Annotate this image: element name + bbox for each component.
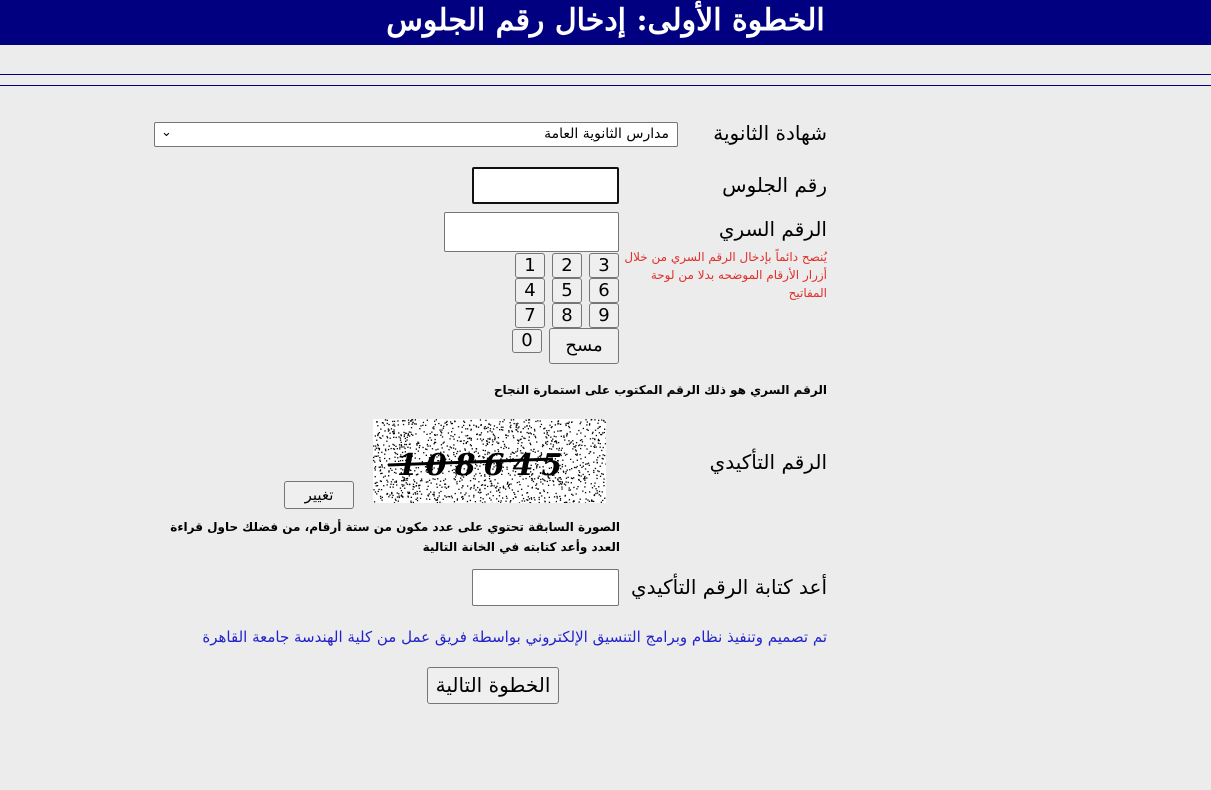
keypad-6-button[interactable]: 6 bbox=[589, 278, 619, 303]
next-step-button[interactable]: الخطوة التالية bbox=[427, 667, 559, 704]
keypad-2-button[interactable]: 2 bbox=[552, 253, 582, 278]
captcha-image bbox=[373, 419, 606, 503]
keypad-0-button[interactable]: 0 bbox=[512, 329, 542, 353]
captcha-repeat-input[interactable] bbox=[472, 569, 619, 606]
divider-top bbox=[0, 74, 1211, 75]
keypad-4-button[interactable]: 4 bbox=[515, 278, 545, 303]
credit-text: تم تصميم وتنفيذ نظام وبرامج التنسيق الإلكتروني بواسطة فريق عمل من كلية الهندسة جامعة القاهرة bbox=[202, 628, 827, 646]
keypad-5-button[interactable]: 5 bbox=[552, 278, 582, 303]
chevron-down-icon: ⌄ bbox=[161, 125, 172, 140]
secret-number-input[interactable] bbox=[444, 212, 619, 252]
keypad-9-button[interactable]: 9 bbox=[589, 303, 619, 328]
keypad-8-button[interactable]: 8 bbox=[552, 303, 582, 328]
captcha-repeat-label: أعد كتابة الرقم التأكيدي bbox=[630, 575, 827, 599]
secret-hint-text: يُنصح دائماً بإدخال الرقم السري من خلال أزرار الأرقام الموضحه بدلا من لوحة المفاتيح bbox=[624, 250, 827, 300]
keypad-3-button[interactable]: 3 bbox=[589, 253, 619, 278]
keypad-1-button[interactable]: 1 bbox=[515, 253, 545, 278]
certificate-label: شهادة الثانوية bbox=[713, 121, 827, 145]
secret-number-label: الرقم السري bbox=[718, 217, 827, 241]
keypad-7-button[interactable]: 7 bbox=[515, 303, 545, 328]
captcha-note: الصورة السابقة تحتوي على عدد مكون من ستة أرقام، من فضلك حاول قراءة العدد وأعد كتابته في الخانة التالية bbox=[170, 520, 620, 554]
captcha-text: 108645 bbox=[397, 448, 571, 483]
certificate-select[interactable] bbox=[154, 122, 678, 147]
captcha-label: الرقم التأكيدي bbox=[709, 450, 827, 474]
keypad-clear-button[interactable]: مسح bbox=[549, 328, 619, 364]
secret-number-note: الرقم السري هو ذلك الرقم المكتوب على استمارة النجاح bbox=[493, 383, 827, 397]
seat-number-input[interactable] bbox=[472, 167, 619, 204]
divider-bottom bbox=[0, 85, 1211, 86]
seat-number-label: رقم الجلوس bbox=[722, 173, 827, 197]
change-captcha-button[interactable]: تغيير bbox=[284, 481, 354, 509]
page-title: الخطوة الأولى: إدخال رقم الجلوس bbox=[0, 0, 1211, 45]
certificate-selected-value: مدارس الثانوية العامة bbox=[544, 126, 669, 142]
